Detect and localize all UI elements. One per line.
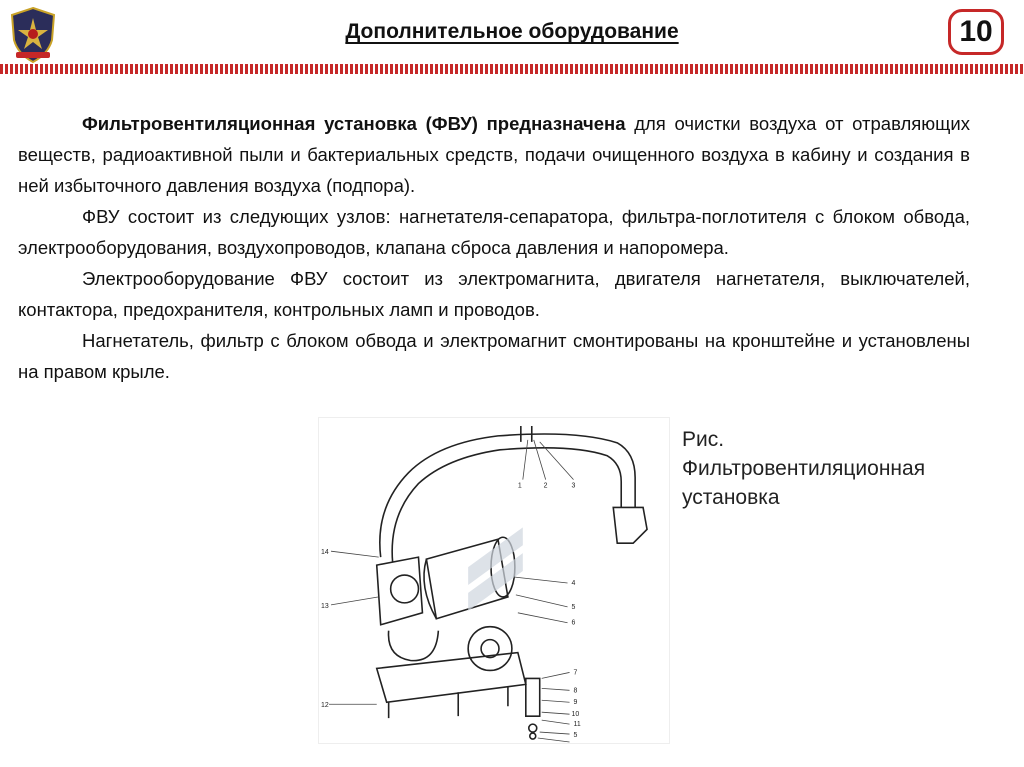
purpose-rest: для очистки воздуха от отравляющих веществ, радиоактивной пыли и бактериальных средств, подачи очищенного воздуха в кабину и создания в ней избыточного давления воздуха (подпора). xyxy=(18,113,970,196)
callout-12: 12 xyxy=(321,702,329,710)
paragraph-mounting: Нагнетатель, фильтр с блоком обвода и электромагнит смонтированы на кронштейне и установлены на правом крыле. xyxy=(18,330,970,382)
callout-3: 3 xyxy=(571,482,576,490)
callout-4: 4 xyxy=(571,579,576,587)
header-divider xyxy=(0,64,1024,74)
page-number-badge: 10 xyxy=(948,9,1004,55)
paragraph-purpose xyxy=(18,108,970,201)
figure-caption xyxy=(682,425,1002,512)
callout-11: 11 xyxy=(573,721,581,729)
paragraph-components: ФВУ состоит из следующих узлов: нагнетателя-сепаратора, фильтра-поглотителя с блоком обвода, электрооборудования, воздухопроводов, клапана сброса давления и напоромера. xyxy=(18,206,970,258)
callout-7: 7 xyxy=(573,669,578,677)
callout-2: 2 xyxy=(543,482,548,490)
body-text xyxy=(18,108,970,387)
callout-10: 10 xyxy=(571,711,580,719)
caption-line-3: установка xyxy=(682,486,780,509)
caption-line-1: Рис. xyxy=(682,428,725,451)
callout-13: 13 xyxy=(321,602,329,610)
callout-6: 6 xyxy=(571,619,576,627)
purpose-lead: Фильтровентиляционная установка (ФВУ) предназначена xyxy=(82,113,626,134)
paragraph-electrical: Электрооборудование ФВУ состоит из электромагнита, двигателя нагнетателя, выключателей, контактора, предохранителя, контрольных ламп и проводов. xyxy=(18,268,970,320)
page-title: Дополнительное оборудование xyxy=(345,20,679,43)
callout-5: 5 xyxy=(571,603,576,611)
callout-5b: 5 xyxy=(573,732,578,740)
callout-1: 1 xyxy=(517,482,522,490)
fvu-diagram xyxy=(318,417,670,744)
caption-line-2: Фильтровентиляционная xyxy=(682,457,926,480)
callout-8: 8 xyxy=(573,687,578,695)
callout-9: 9 xyxy=(573,699,578,707)
callout-14: 14 xyxy=(321,549,329,557)
